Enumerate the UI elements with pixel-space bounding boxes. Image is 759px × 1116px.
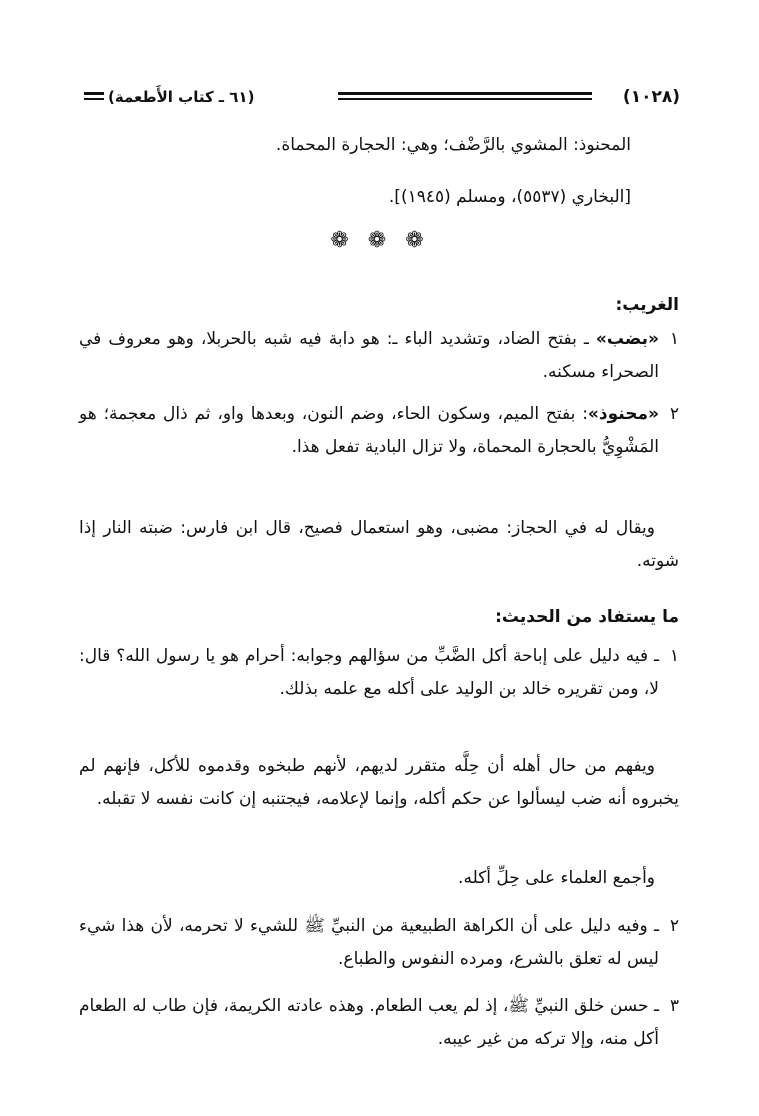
page-header [84,84,680,110]
benefit-2-number: ٢ [669,916,679,936]
benefit-3-text: ـ حسن خلق النبيِّ ﷺ، إذ لم يعب الطعام. وهذه عادته الكريمة، فإن طاب له الطعام أكل منه، وإلا تركه من غير عيبه. [79,996,659,1049]
benefit-2-text: ـ وفيه دليل على أن الكراهة الطبيعية من النبيِّ ﷺ للشيء لا تحرمه، لأن هذا شيء ليس له تعلق بالشرع، ومرده النفوس والطباع. [79,916,659,969]
benefit-3-number: ٣ [669,996,679,1016]
gharib-heading: الغريب: [615,295,679,315]
benefit-1-text: ـ فيه دليل على إباحة أكل الضَّبِّ من سؤالهم وجوابه: أحرام هو يا رسول الله؟ قال: لا، ومن تقريره خالد بن الوليد على أكله مع علمه بذلك. [79,646,659,699]
gharib-item-2-keyword: «محنوذ» [587,404,659,424]
gharib-item-1-text: ـ بفتح الضاد، وتشديد الباء ـ: هو دابة فيه شبه بالحربلا، وهو معروف في الصحراء مسكنه. [79,329,659,382]
benefit-paragraph: ويفهم من حال أهله أن حِلَّه متقرر لديهم، لأنهم طبخوه وقدموه للأكل، فإنهم لم يخبروه أنه ضب ليسألوا عن حكم أكله، وإنما لإعلامه، فيجتنبه إن كانت نفسه لا تقبله. [79,756,679,809]
gharib-note: ويقال له في الحجاز: مضبى، وهو استعمال فصيح، قال ابن فارس: ضبته النار إذا شوته. [79,518,679,571]
header-rule-thin [338,98,592,100]
benefits-heading: ما يستفاد من الحديث: [495,607,679,627]
book-title: (٦١ ـ كتاب الأَطعمة) [108,88,255,106]
gharib-item-2-text: : بفتح الميم، وسكون الحاء، وضم النون، وبعدها واو، ثم ذال معجمة؛ هو المَشْوِيُّ بالحجارة المحماة، ولا تزال البادية تفعل هذا. [79,404,659,457]
definition-line: المحنوذ: المشوي بالرَّضْف؛ وهي: الحجارة المحماة. [275,135,631,155]
header-rule [338,92,592,95]
gharib-item-1 [79,323,659,389]
header-rule-left-thin [84,98,104,100]
gharib-item-2-number: ٢ [669,404,679,424]
consensus-line: وأجمع العلماء على حِلِّ أكله. [458,868,655,888]
gharib-item-1-keyword: «بضب» [595,329,659,349]
gharib-item-2 [79,398,659,464]
citation-line: [البخاري (٥٥٣٧)، ومسلم (١٩٤٥)]. [388,187,631,207]
gharib-item-1-number: ١ [669,329,679,349]
section-separator: ❁ ❁ ❁ [330,228,430,253]
benefit-1-number: ١ [669,646,679,666]
page-number: (١٠٢٨) [622,87,680,107]
header-rule-left [84,92,104,95]
